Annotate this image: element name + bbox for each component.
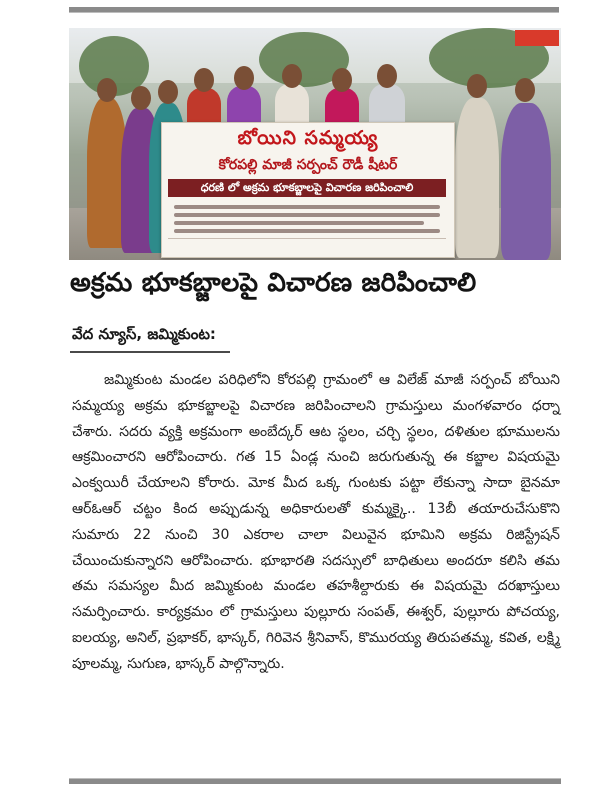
banner-title: బోయిని సమ్మయ్య (237, 127, 379, 149)
banner-small-text (174, 205, 440, 209)
photo-red-sign (515, 30, 559, 46)
person-head (467, 74, 487, 98)
article-headline: అక్రమ భూకబ్జాలపై విచారణ జరిపించాలి (70, 268, 477, 298)
banner-footer (168, 238, 446, 253)
person-head (332, 68, 352, 92)
article-byline: వేద న్యూస్, జమ్మికుంట: (72, 325, 216, 343)
person-figure (369, 84, 405, 126)
article-body: జమ్మికుంట మండల పరిధిలోని కోరపల్లి గ్రామంలో ఆ విలేజ్ మాజీ సర్పంచ్ బోయిని సమ్మయ్య అక్రమ భూకబ్జాలపై విచారణ జరిపించాలని గ్రామస్తులు మంగళవారం ధర్నా చేశారు. సదరు వ్యక్తి అక్రమంగా అంబేద్కర్ ఆట స్థలం, చర్చి స్థలం, దళితుల భూములను ఆక్రమించారని ఆరోపించారు. గత 15 ఏండ్ల నుంచి జరుగుతున్న ఈ కబ్జాల విషయమై ఎంక్వయిరీ చేయాలని కోరారు. మోక మీద ఒక్క గుంటకు పట్టా లేకున్నా సాదా బైనమా ఆర్ఓఆర్ చట్టం కింద అప్పుడున్న అధికారులతో కుమ్మక్కై.. 13బీ తయారుచేసుకొని సుమారు 22 నుంచి 30 ఎకరాల చాలా విలువైన భూమిని అక్రమ రిజిస్ట్రేషన్ చేయించుకున్నారని ఆరోపించారు. భూభారతి సదస్సులో బాధితులు అందరూ కలిసి తమ తమ సమస్యల మీద జమ్మికుంట మండల తహశీల్దారుకు ఈ విషయమై దరఖాస్తులు సమర్పించారు. కార్యక్రమం లో గ్రామస్తులు పుల్లూరు సంపత్, ఈశ్వర్, పుల్లూరు పోచయ్య, ఐలయ్య, అనిల్, ప్రభాకర్, భాస్కర్, గిరివెన శ్రీనివాస్, కొమురయ్య తిరుపతమ్మ, కవిత, లక్ష్మి పూలమ్మ, సుగుణ, భాస్కర్ పాల్గొన్నారు. (72, 372, 560, 672)
person-figure (501, 103, 551, 260)
banner-small-text (174, 221, 424, 225)
person-figure (275, 84, 309, 126)
person-head (97, 78, 117, 102)
news-photo (69, 28, 561, 260)
person-figure (455, 98, 499, 258)
banner-subtitle: కోరపల్లి మాజీ సర్పంచ్ రౌడీ షీటర్ (218, 157, 398, 173)
person-head (377, 64, 397, 88)
person-head (282, 64, 302, 88)
protest-banner (161, 122, 455, 258)
person-head (131, 86, 151, 110)
banner-small-text (174, 213, 440, 217)
person-head (234, 66, 254, 90)
banner-strip: ధరణి లో అక్రమ భూకబ్జాలపై విచారణ జరిపించాలి (168, 179, 446, 197)
banner-small-text (174, 229, 440, 233)
byline-underline (70, 351, 230, 353)
top-rule (69, 7, 559, 13)
person-head (515, 78, 535, 102)
person-head (194, 68, 214, 92)
bottom-rule (69, 778, 561, 784)
person-figure (227, 86, 261, 126)
person-head (158, 80, 178, 104)
